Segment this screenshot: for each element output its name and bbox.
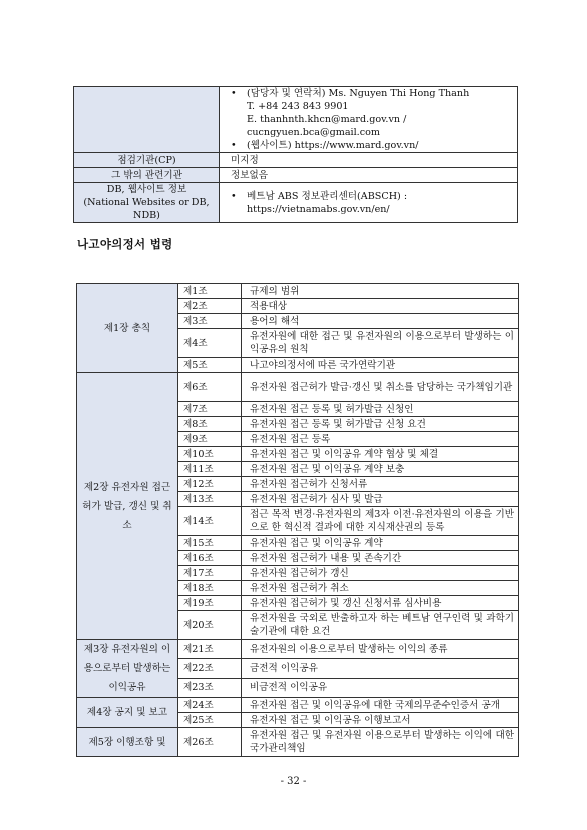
article-number: 제22조 xyxy=(178,659,242,678)
article-number: 제20조 xyxy=(178,611,242,640)
article-number: 제24조 xyxy=(178,698,242,713)
table-row xyxy=(77,373,519,402)
checkpoint-value: 미지정 xyxy=(220,153,518,168)
table-row xyxy=(77,640,519,659)
article-title: 유전자원 접근 등록 및 허가발급 신청인 xyxy=(242,402,519,417)
db-value-link[interactable]: https://vietnamabs.gov.vn/en/ xyxy=(247,203,390,215)
article-title: 유전자원 접근 및 이익공유 계약 보충 xyxy=(242,462,519,477)
article-title: 유전자원 접근 등록 xyxy=(242,432,519,447)
contact-phone: T. +84 243 843 9901 xyxy=(247,101,349,112)
chapter-cell: 제4장 공지 및 보고 xyxy=(77,698,178,728)
article-number: 제23조 xyxy=(178,678,242,697)
db-website-label xyxy=(74,183,220,223)
table-row xyxy=(77,728,519,757)
article-title: 유전자원 접근허가 갱신 xyxy=(242,566,519,581)
article-number: 제17조 xyxy=(178,566,242,581)
db-website-value xyxy=(220,183,518,223)
article-title: 유전자원 접근 및 이익공유 계약 협상 및 체결 xyxy=(242,447,519,462)
article-number: 제8조 xyxy=(178,417,242,432)
article-title: 유전자원 접근 및 유전자원 이용으로부터 발생하는 이익에 대한 국가관리책임 xyxy=(242,728,519,757)
article-title: 유전자원 접근허가 취소 xyxy=(242,581,519,596)
article-title: 접근 목적 변경·유전자원의 제3자 이전·유전자원의 이용을 기반으로 한 혁신적 결과에 대한 지식재산권의 등록 xyxy=(242,507,519,536)
article-title: 금전적 이익공유 xyxy=(242,659,519,678)
contact-email: E. thanhnth.khcn@mard.gov.vn / cucngyuen.bca@gmail.com xyxy=(247,114,407,138)
article-number: 제26조 xyxy=(178,728,242,757)
chapter-cell: 제3장 유전자원의 이용으로부터 발생하는 이익공유 xyxy=(77,640,178,698)
article-number: 제14조 xyxy=(178,507,242,536)
article-number: 제9조 xyxy=(178,432,242,447)
article-title: 나고야의정서에 따른 국가연락기관 xyxy=(242,358,519,373)
article-title: 유전자원 접근 및 이익공유에 대한 국제의무준수인증서 공개 xyxy=(242,698,519,713)
article-title: 유전자원 접근허가 신청서류 xyxy=(242,477,519,492)
contact-person: • (담당자 및 연락처) Ms. Nguyen Thi Hong Thanh xyxy=(231,87,513,100)
article-number: 제10조 xyxy=(178,447,242,462)
article-number: 제15조 xyxy=(178,536,242,551)
article-number: 제3조 xyxy=(178,314,242,329)
article-title: 유전자원 접근허가 내용 및 존속기간 xyxy=(242,551,519,566)
db-label-line1: DB, 웹사이트 정보 xyxy=(106,184,187,195)
article-number: 제4조 xyxy=(178,329,242,358)
article-title: 유전자원 접근허가 및 갱신 신청서류 심사비용 xyxy=(242,596,519,611)
db-value-line1: • 베트남 ABS 정보관리센터(ABSCH) : xyxy=(231,190,513,203)
article-title: 유전자원 접근 등록 및 허가발급 신청 요건 xyxy=(242,417,519,432)
article-number: 제19조 xyxy=(178,596,242,611)
article-number: 제7조 xyxy=(178,402,242,417)
other-agency-label: 그 밖의 관련기관 xyxy=(74,168,220,183)
article-number: 제1조 xyxy=(178,284,242,299)
article-title: 유전자원의 이용으로부터 발생하는 이익의 종류 xyxy=(242,640,519,659)
article-number: 제13조 xyxy=(178,492,242,507)
article-number: 제11조 xyxy=(178,462,242,477)
law-table-body xyxy=(77,284,519,757)
contact-label-cell xyxy=(74,87,220,153)
table-row xyxy=(77,698,519,713)
db-label-line2: (National Websites or DB, NDB) xyxy=(83,197,210,221)
article-number: 제21조 xyxy=(178,640,242,659)
chapter-cell: 제1장 총칙 xyxy=(77,284,178,373)
article-number: 제18조 xyxy=(178,581,242,596)
article-title: 규제의 범위 xyxy=(242,284,519,299)
article-number: 제25조 xyxy=(178,713,242,728)
contact-value-cell xyxy=(220,87,518,153)
checkpoint-label: 점검기관(CP) xyxy=(74,153,220,168)
page-number: - 32 - xyxy=(280,776,307,787)
other-agency-value: 정보없음 xyxy=(220,168,518,183)
article-number: 제6조 xyxy=(178,373,242,402)
chapter-cell: 제5장 이행조항 및 xyxy=(77,728,178,757)
article-title: 적용대상 xyxy=(242,299,519,314)
contact-website: • (웹사이트) https://www.mard.gov.vn/ xyxy=(231,139,513,152)
article-title: 유전자원 접근 및 이익공유 이행보고서 xyxy=(242,713,519,728)
article-title: 유전자원 접근허가 발급·갱신 및 취소를 담당하는 국가책임기관 xyxy=(242,373,519,402)
article-title: 유전자원에 대한 접근 및 유전자원의 이용으로부터 발생하는 이익공유의 원칙 xyxy=(242,329,519,358)
section-title: 나고야의정서 법령 xyxy=(77,237,173,251)
law-table xyxy=(76,283,519,757)
article-title: 유전자원을 국외로 반출하고자 하는 베트남 연구인력 및 과학기술기관에 대한 요건 xyxy=(242,611,519,640)
article-number: 제5조 xyxy=(178,358,242,373)
article-number: 제12조 xyxy=(178,477,242,492)
article-number: 제2조 xyxy=(178,299,242,314)
article-title: 용어의 해석 xyxy=(242,314,519,329)
top-info-table xyxy=(73,86,518,223)
article-number: 제16조 xyxy=(178,551,242,566)
article-title: 유전자원 접근허가 심사 및 발급 xyxy=(242,492,519,507)
table-row xyxy=(77,284,519,299)
chapter-cell: 제2장 유전자원 접근허가 발급, 갱신 및 취소 xyxy=(77,373,178,640)
article-title: 비금전적 이익공유 xyxy=(242,678,519,697)
article-title: 유전자원 접근 및 이익공유 계약 xyxy=(242,536,519,551)
